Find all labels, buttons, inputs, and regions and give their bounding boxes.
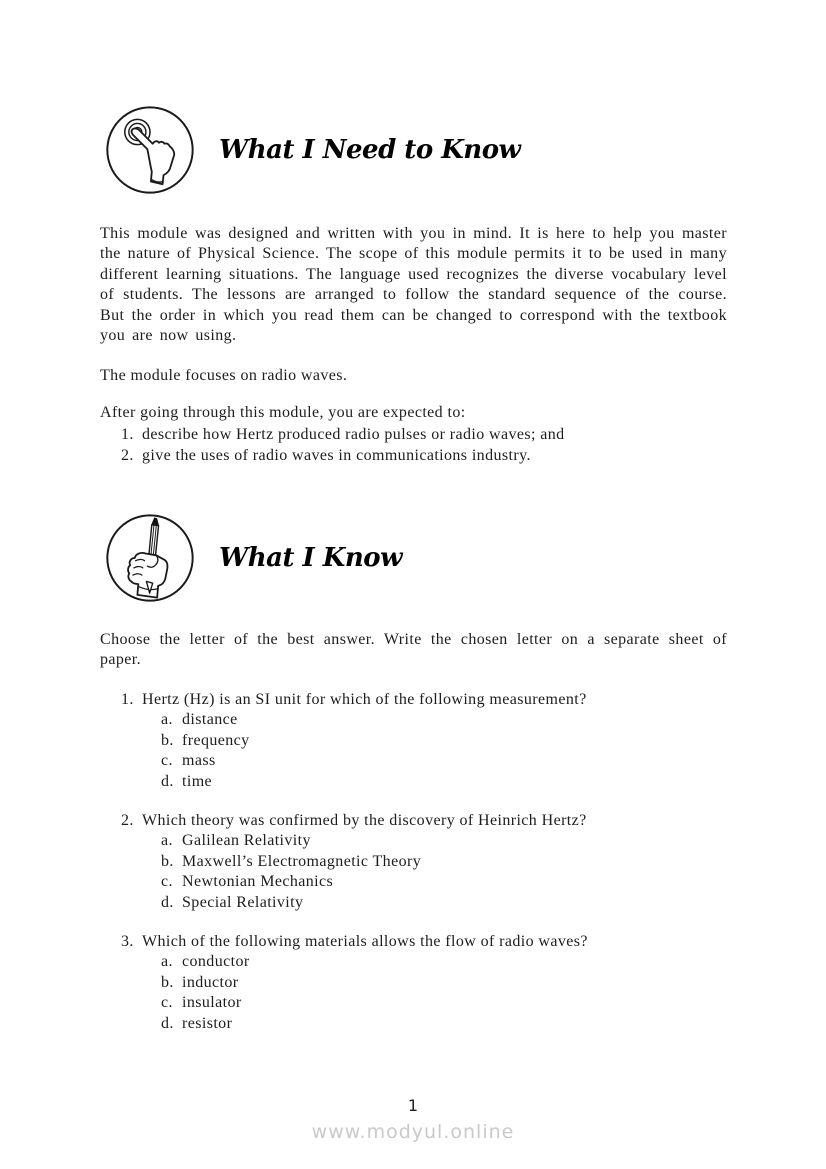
option-text: Galilean Relativity — [182, 832, 311, 850]
item-number: 2. — [121, 446, 134, 464]
options-list — [161, 831, 727, 913]
option-letter: b. — [161, 731, 174, 749]
question-line — [121, 811, 727, 831]
section-header-need-to-know — [100, 105, 727, 195]
option-letter: a. — [161, 832, 173, 850]
hand-tap-icon — [105, 105, 195, 195]
option-letter: d. — [161, 893, 174, 911]
option-letter: b. — [161, 973, 174, 991]
option — [161, 751, 727, 771]
list-item — [121, 446, 727, 466]
option-text: conductor — [182, 953, 250, 971]
option — [161, 731, 727, 751]
page-number: 1 — [407, 1096, 419, 1115]
option — [161, 893, 727, 913]
item-text: describe how Hertz produced radio pulses or radio waves; and — [142, 426, 565, 444]
option — [161, 872, 727, 892]
question-number: 1. — [121, 690, 134, 708]
option-letter: d. — [161, 1014, 174, 1032]
option — [161, 852, 727, 872]
option — [161, 952, 727, 972]
question-text: Which theory was confirmed by the discovery of Heinrich Hertz? — [142, 811, 587, 829]
option — [161, 973, 727, 993]
options-list — [161, 952, 727, 1034]
option-letter: a. — [161, 953, 173, 971]
objectives-lead: After going through this module, you are expected to: — [100, 403, 466, 421]
question-1 — [100, 690, 727, 792]
option — [161, 993, 727, 1013]
list-item — [121, 425, 727, 445]
option-text: Maxwell’s Electromagnetic Theory — [182, 852, 422, 870]
option — [161, 1014, 727, 1034]
option-letter: c. — [161, 873, 173, 891]
question-3 — [100, 932, 727, 1034]
module-focus-line: The module focuses on radio waves. — [100, 367, 348, 385]
option-letter: c. — [161, 752, 173, 770]
section-header-what-i-know — [100, 513, 727, 603]
option-text: Special Relativity — [182, 893, 304, 911]
option — [161, 710, 727, 730]
option-text: frequency — [182, 731, 250, 749]
section-title-what-i-know: What I Know — [219, 543, 402, 574]
option-text: insulator — [182, 994, 242, 1012]
option-text: resistor — [182, 1014, 233, 1032]
option-text: Newtonian Mechanics — [182, 873, 334, 891]
option-text: time — [182, 772, 213, 790]
watermark: www.modyul.online — [311, 1121, 515, 1143]
question-text: Hertz (Hz) is an SI unit for which of the following measurement? — [142, 690, 587, 708]
question-2 — [100, 811, 727, 913]
section-title-need-to-know: What I Need to Know — [219, 135, 521, 165]
option-letter: b. — [161, 852, 174, 870]
option-letter: d. — [161, 772, 174, 790]
question-number: 3. — [121, 932, 134, 950]
option-text: mass — [182, 752, 216, 770]
item-text: give the uses of radio waves in communications industry. — [142, 446, 531, 464]
quiz-instructions: Choose the letter of the best answer. Write the chosen letter on a separate sheet of paper. — [100, 631, 727, 669]
objectives-list — [100, 425, 727, 466]
question-number: 2. — [121, 811, 134, 829]
question-line — [121, 932, 727, 952]
option-text: inductor — [182, 973, 239, 991]
question-text: Which of the following materials allows the flow of radio waves? — [142, 932, 588, 950]
option-text: distance — [182, 711, 238, 729]
question-line — [121, 690, 727, 710]
option — [161, 831, 727, 851]
option — [161, 772, 727, 792]
option-letter: a. — [161, 711, 173, 729]
item-number: 1. — [121, 426, 134, 444]
options-list — [161, 710, 727, 792]
question-list — [100, 690, 727, 1034]
module-intro-paragraph: This module was designed and written with you in mind. It is here to help you master the nature of Physical Science. The scope of this module permits it to be used in many different learning situations. The language used recognizes the diverse vocabulary level of students. The lessons are arranged to follow the standard sequence of the course. But the order in which you read them can be changed to correspond with the textbook you are now using. — [100, 225, 727, 345]
hand-pencil-icon — [105, 513, 195, 603]
option-letter: c. — [161, 994, 173, 1012]
